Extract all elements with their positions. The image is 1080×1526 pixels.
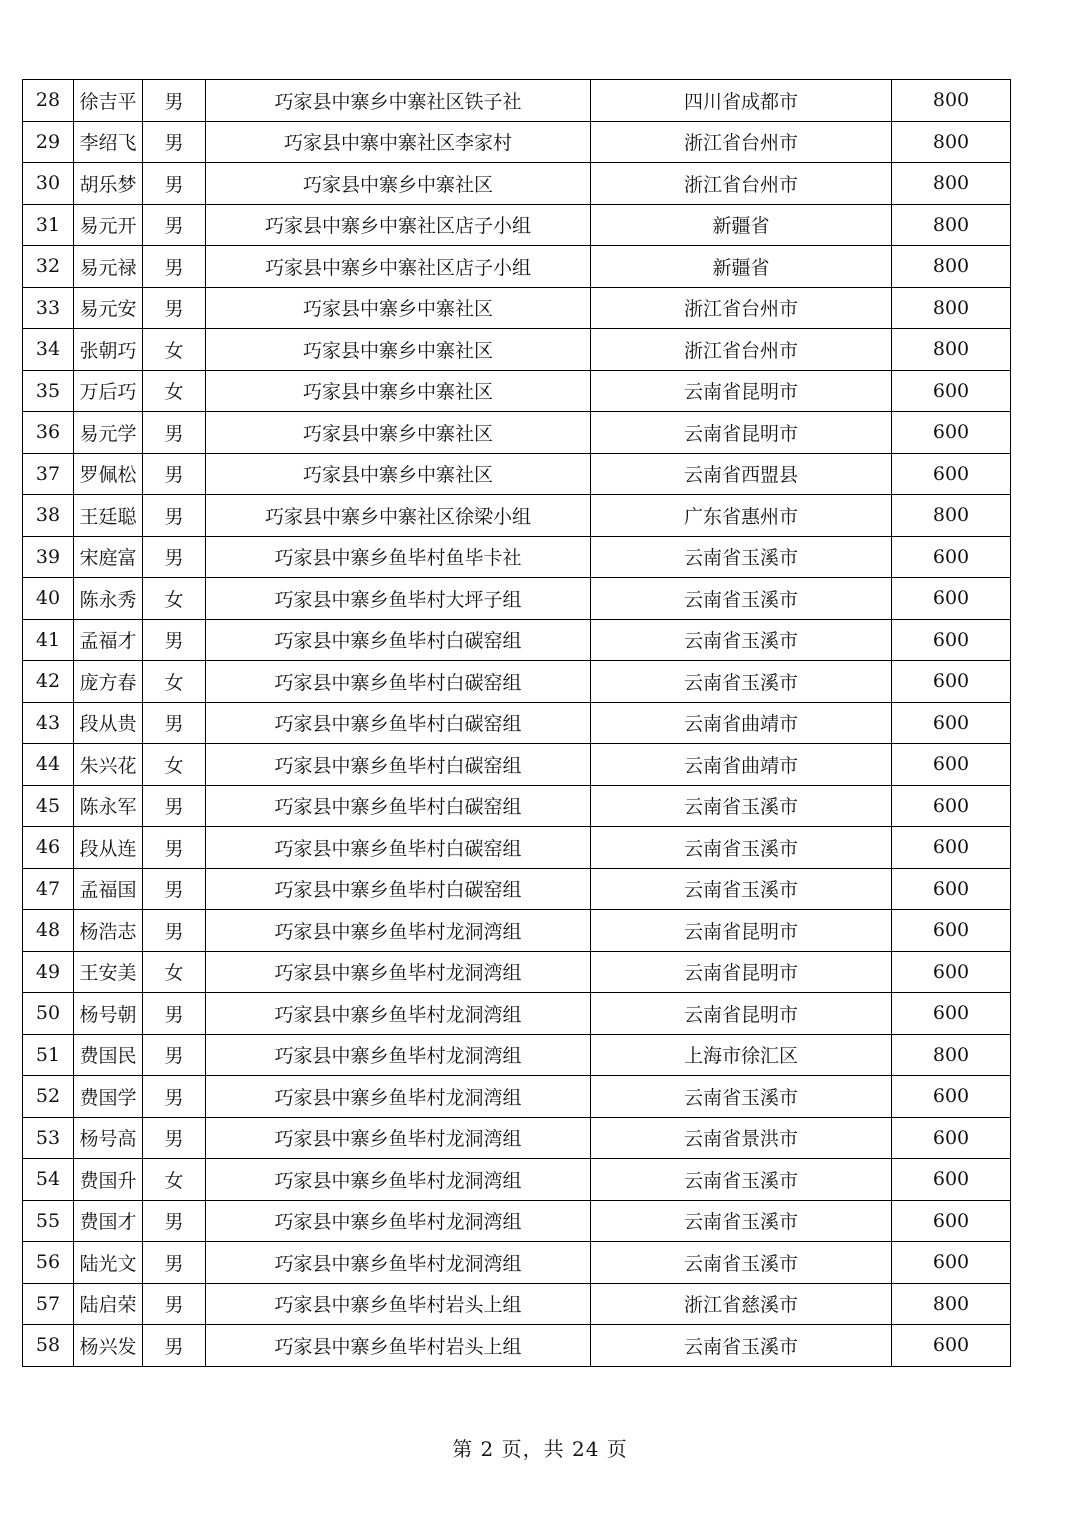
home-address: 巧家县中寨乡鱼毕村岩头上组 [206, 1325, 591, 1367]
row-number: 31 [23, 204, 74, 246]
subsidy-amount: 600 [892, 910, 1011, 952]
table-row [23, 1034, 1011, 1076]
subsidy-amount: 600 [892, 951, 1011, 993]
person-name: 陈永军 [74, 785, 143, 827]
row-number: 55 [23, 1200, 74, 1242]
person-name: 王廷聪 [74, 495, 143, 537]
home-address: 巧家县中寨乡中寨社区店子小组 [206, 246, 591, 288]
work-destination: 浙江省台州市 [591, 163, 892, 205]
work-destination: 广东省惠州市 [591, 495, 892, 537]
row-number: 33 [23, 287, 74, 329]
table-row [23, 1242, 1011, 1284]
person-name: 张朝巧 [74, 329, 143, 371]
row-number: 29 [23, 121, 74, 163]
row-number: 56 [23, 1242, 74, 1284]
row-number: 34 [23, 329, 74, 371]
work-destination: 浙江省台州市 [591, 329, 892, 371]
home-address: 巧家县中寨乡鱼毕村鱼毕卡社 [206, 536, 591, 578]
person-name: 易元开 [74, 204, 143, 246]
table-row [23, 785, 1011, 827]
person-name: 费国才 [74, 1200, 143, 1242]
home-address: 巧家县中寨乡中寨社区铁子社 [206, 80, 591, 122]
table-row [23, 910, 1011, 952]
subsidy-amount: 600 [892, 453, 1011, 495]
gender: 男 [143, 827, 206, 869]
row-number: 40 [23, 578, 74, 620]
person-name: 段从连 [74, 827, 143, 869]
home-address: 巧家县中寨乡鱼毕村龙洞湾组 [206, 951, 591, 993]
subsidy-amount: 600 [892, 744, 1011, 786]
page-footer: 第 2 页，共 24 页 [452, 1437, 628, 1461]
work-destination: 云南省昆明市 [591, 951, 892, 993]
table-row [23, 246, 1011, 288]
row-number: 48 [23, 910, 74, 952]
table-row [23, 412, 1011, 454]
home-address: 巧家县中寨乡中寨社区 [206, 329, 591, 371]
row-number: 43 [23, 702, 74, 744]
gender: 男 [143, 287, 206, 329]
person-name: 陆光文 [74, 1242, 143, 1284]
gender: 女 [143, 329, 206, 371]
row-number: 51 [23, 1034, 74, 1076]
table-row [23, 1159, 1011, 1201]
person-name: 徐吉平 [74, 80, 143, 122]
home-address: 巧家县中寨乡鱼毕村龙洞湾组 [206, 1117, 591, 1159]
person-name: 宋庭富 [74, 536, 143, 578]
gender: 女 [143, 370, 206, 412]
subsidy-amount: 800 [892, 1283, 1011, 1325]
table-row [23, 1325, 1011, 1367]
subsidy-amount: 800 [892, 80, 1011, 122]
gender: 男 [143, 536, 206, 578]
home-address: 巧家县中寨乡中寨社区 [206, 163, 591, 205]
work-destination: 新疆省 [591, 204, 892, 246]
table-row [23, 951, 1011, 993]
subsidy-amount: 600 [892, 827, 1011, 869]
table-row [23, 661, 1011, 703]
table-row [23, 495, 1011, 537]
gender: 女 [143, 1159, 206, 1201]
row-number: 36 [23, 412, 74, 454]
person-name: 万后巧 [74, 370, 143, 412]
person-name: 易元禄 [74, 246, 143, 288]
gender: 男 [143, 453, 206, 495]
row-number: 47 [23, 868, 74, 910]
subsidy-amount: 600 [892, 1117, 1011, 1159]
gender: 男 [143, 1076, 206, 1118]
gender: 男 [143, 1200, 206, 1242]
home-address: 巧家县中寨中寨社区李家村 [206, 121, 591, 163]
row-number: 41 [23, 619, 74, 661]
subsidy-amount: 600 [892, 1159, 1011, 1201]
table-row [23, 370, 1011, 412]
gender: 男 [143, 246, 206, 288]
subsidy-amount: 800 [892, 204, 1011, 246]
home-address: 巧家县中寨乡鱼毕村岩头上组 [206, 1283, 591, 1325]
gender: 男 [143, 785, 206, 827]
home-address: 巧家县中寨乡鱼毕村龙洞湾组 [206, 1159, 591, 1201]
work-destination: 云南省玉溪市 [591, 578, 892, 620]
row-number: 39 [23, 536, 74, 578]
person-name: 杨浩志 [74, 910, 143, 952]
table-row [23, 287, 1011, 329]
table-row [23, 1117, 1011, 1159]
home-address: 巧家县中寨乡中寨社区 [206, 412, 591, 454]
work-destination: 浙江省台州市 [591, 287, 892, 329]
table-row [23, 329, 1011, 371]
home-address: 巧家县中寨乡鱼毕村白碳窑组 [206, 785, 591, 827]
row-number: 32 [23, 246, 74, 288]
home-address: 巧家县中寨乡鱼毕村龙洞湾组 [206, 1200, 591, 1242]
home-address: 巧家县中寨乡鱼毕村白碳窑组 [206, 827, 591, 869]
roster-table [22, 79, 1011, 1367]
work-destination: 云南省玉溪市 [591, 1242, 892, 1284]
person-name: 王安美 [74, 951, 143, 993]
row-number: 57 [23, 1283, 74, 1325]
home-address: 巧家县中寨乡中寨社区店子小组 [206, 204, 591, 246]
gender: 男 [143, 993, 206, 1035]
work-destination: 新疆省 [591, 246, 892, 288]
subsidy-amount: 600 [892, 619, 1011, 661]
person-name: 庞方春 [74, 661, 143, 703]
roster-body [23, 80, 1011, 1367]
subsidy-amount: 600 [892, 1242, 1011, 1284]
work-destination: 云南省玉溪市 [591, 1159, 892, 1201]
row-number: 52 [23, 1076, 74, 1118]
row-number: 30 [23, 163, 74, 205]
gender: 女 [143, 744, 206, 786]
gender: 男 [143, 204, 206, 246]
subsidy-amount: 800 [892, 1034, 1011, 1076]
subsidy-amount: 600 [892, 412, 1011, 454]
home-address: 巧家县中寨乡中寨社区 [206, 287, 591, 329]
home-address: 巧家县中寨乡鱼毕村大坪子组 [206, 578, 591, 620]
person-name: 易元安 [74, 287, 143, 329]
subsidy-amount: 800 [892, 287, 1011, 329]
work-destination: 云南省玉溪市 [591, 785, 892, 827]
row-number: 37 [23, 453, 74, 495]
work-destination: 云南省曲靖市 [591, 702, 892, 744]
table-row [23, 453, 1011, 495]
table-row [23, 578, 1011, 620]
subsidy-amount: 800 [892, 329, 1011, 371]
table-row [23, 827, 1011, 869]
work-destination: 云南省玉溪市 [591, 619, 892, 661]
gender: 男 [143, 412, 206, 454]
home-address: 巧家县中寨乡鱼毕村龙洞湾组 [206, 993, 591, 1035]
work-destination: 四川省成都市 [591, 80, 892, 122]
home-address: 巧家县中寨乡鱼毕村龙洞湾组 [206, 1076, 591, 1118]
work-destination: 云南省玉溪市 [591, 827, 892, 869]
work-destination: 云南省玉溪市 [591, 536, 892, 578]
work-destination: 浙江省慈溪市 [591, 1283, 892, 1325]
work-destination: 云南省昆明市 [591, 370, 892, 412]
subsidy-amount: 600 [892, 868, 1011, 910]
table-row [23, 536, 1011, 578]
person-name: 朱兴花 [74, 744, 143, 786]
person-name: 易元学 [74, 412, 143, 454]
work-destination: 云南省曲靖市 [591, 744, 892, 786]
subsidy-amount: 800 [892, 163, 1011, 205]
subsidy-amount: 600 [892, 578, 1011, 620]
person-name: 杨号朝 [74, 993, 143, 1035]
table-row [23, 702, 1011, 744]
gender: 女 [143, 578, 206, 620]
table-row [23, 121, 1011, 163]
work-destination: 云南省景洪市 [591, 1117, 892, 1159]
row-number: 38 [23, 495, 74, 537]
work-destination: 云南省玉溪市 [591, 1076, 892, 1118]
person-name: 胡乐梦 [74, 163, 143, 205]
table-row [23, 993, 1011, 1035]
subsidy-amount: 600 [892, 370, 1011, 412]
row-number: 58 [23, 1325, 74, 1367]
subsidy-amount: 600 [892, 702, 1011, 744]
table-row [23, 163, 1011, 205]
work-destination: 云南省玉溪市 [591, 1325, 892, 1367]
work-destination: 云南省玉溪市 [591, 868, 892, 910]
home-address: 巧家县中寨乡中寨社区徐梁小组 [206, 495, 591, 537]
table-row [23, 868, 1011, 910]
home-address: 巧家县中寨乡鱼毕村白碳窑组 [206, 744, 591, 786]
person-name: 李绍飞 [74, 121, 143, 163]
person-name: 费国升 [74, 1159, 143, 1201]
person-name: 费国民 [74, 1034, 143, 1076]
person-name: 杨兴发 [74, 1325, 143, 1367]
gender: 男 [143, 1242, 206, 1284]
person-name: 陈永秀 [74, 578, 143, 620]
table-row [23, 80, 1011, 122]
home-address: 巧家县中寨乡鱼毕村龙洞湾组 [206, 1034, 591, 1076]
subsidy-amount: 600 [892, 1200, 1011, 1242]
person-name: 杨号高 [74, 1117, 143, 1159]
row-number: 45 [23, 785, 74, 827]
table-row [23, 619, 1011, 661]
home-address: 巧家县中寨乡鱼毕村龙洞湾组 [206, 910, 591, 952]
row-number: 42 [23, 661, 74, 703]
subsidy-amount: 600 [892, 661, 1011, 703]
work-destination: 上海市徐汇区 [591, 1034, 892, 1076]
row-number: 46 [23, 827, 74, 869]
gender: 男 [143, 1325, 206, 1367]
person-name: 陆启荣 [74, 1283, 143, 1325]
gender: 男 [143, 80, 206, 122]
gender: 男 [143, 163, 206, 205]
subsidy-amount: 800 [892, 495, 1011, 537]
work-destination: 云南省玉溪市 [591, 661, 892, 703]
gender: 女 [143, 951, 206, 993]
subsidy-amount: 800 [892, 121, 1011, 163]
subsidy-amount: 600 [892, 1325, 1011, 1367]
row-number: 54 [23, 1159, 74, 1201]
person-name: 罗佩松 [74, 453, 143, 495]
person-name: 孟福才 [74, 619, 143, 661]
row-number: 44 [23, 744, 74, 786]
gender: 女 [143, 661, 206, 703]
gender: 男 [143, 910, 206, 952]
work-destination: 浙江省台州市 [591, 121, 892, 163]
row-number: 28 [23, 80, 74, 122]
gender: 男 [143, 1117, 206, 1159]
gender: 男 [143, 619, 206, 661]
table-row [23, 1076, 1011, 1118]
home-address: 巧家县中寨乡中寨社区 [206, 453, 591, 495]
subsidy-amount: 600 [892, 536, 1011, 578]
subsidy-amount: 600 [892, 785, 1011, 827]
gender: 男 [143, 868, 206, 910]
work-destination: 云南省玉溪市 [591, 1200, 892, 1242]
home-address: 巧家县中寨乡鱼毕村白碳窑组 [206, 619, 591, 661]
table-row [23, 744, 1011, 786]
work-destination: 云南省昆明市 [591, 412, 892, 454]
home-address: 巧家县中寨乡中寨社区 [206, 370, 591, 412]
home-address: 巧家县中寨乡鱼毕村白碳窑组 [206, 702, 591, 744]
table-row [23, 1283, 1011, 1325]
row-number: 35 [23, 370, 74, 412]
subsidy-amount: 600 [892, 1076, 1011, 1118]
gender: 男 [143, 702, 206, 744]
row-number: 53 [23, 1117, 74, 1159]
row-number: 50 [23, 993, 74, 1035]
gender: 男 [143, 1034, 206, 1076]
work-destination: 云南省昆明市 [591, 910, 892, 952]
table-row [23, 1200, 1011, 1242]
home-address: 巧家县中寨乡鱼毕村白碳窑组 [206, 661, 591, 703]
person-name: 孟福国 [74, 868, 143, 910]
table-row [23, 204, 1011, 246]
gender: 男 [143, 1283, 206, 1325]
gender: 男 [143, 121, 206, 163]
work-destination: 云南省昆明市 [591, 993, 892, 1035]
work-destination: 云南省西盟县 [591, 453, 892, 495]
gender: 男 [143, 495, 206, 537]
subsidy-amount: 800 [892, 246, 1011, 288]
person-name: 费国学 [74, 1076, 143, 1118]
home-address: 巧家县中寨乡鱼毕村白碳窑组 [206, 868, 591, 910]
home-address: 巧家县中寨乡鱼毕村龙洞湾组 [206, 1242, 591, 1284]
row-number: 49 [23, 951, 74, 993]
person-name: 段从贵 [74, 702, 143, 744]
subsidy-amount: 600 [892, 993, 1011, 1035]
